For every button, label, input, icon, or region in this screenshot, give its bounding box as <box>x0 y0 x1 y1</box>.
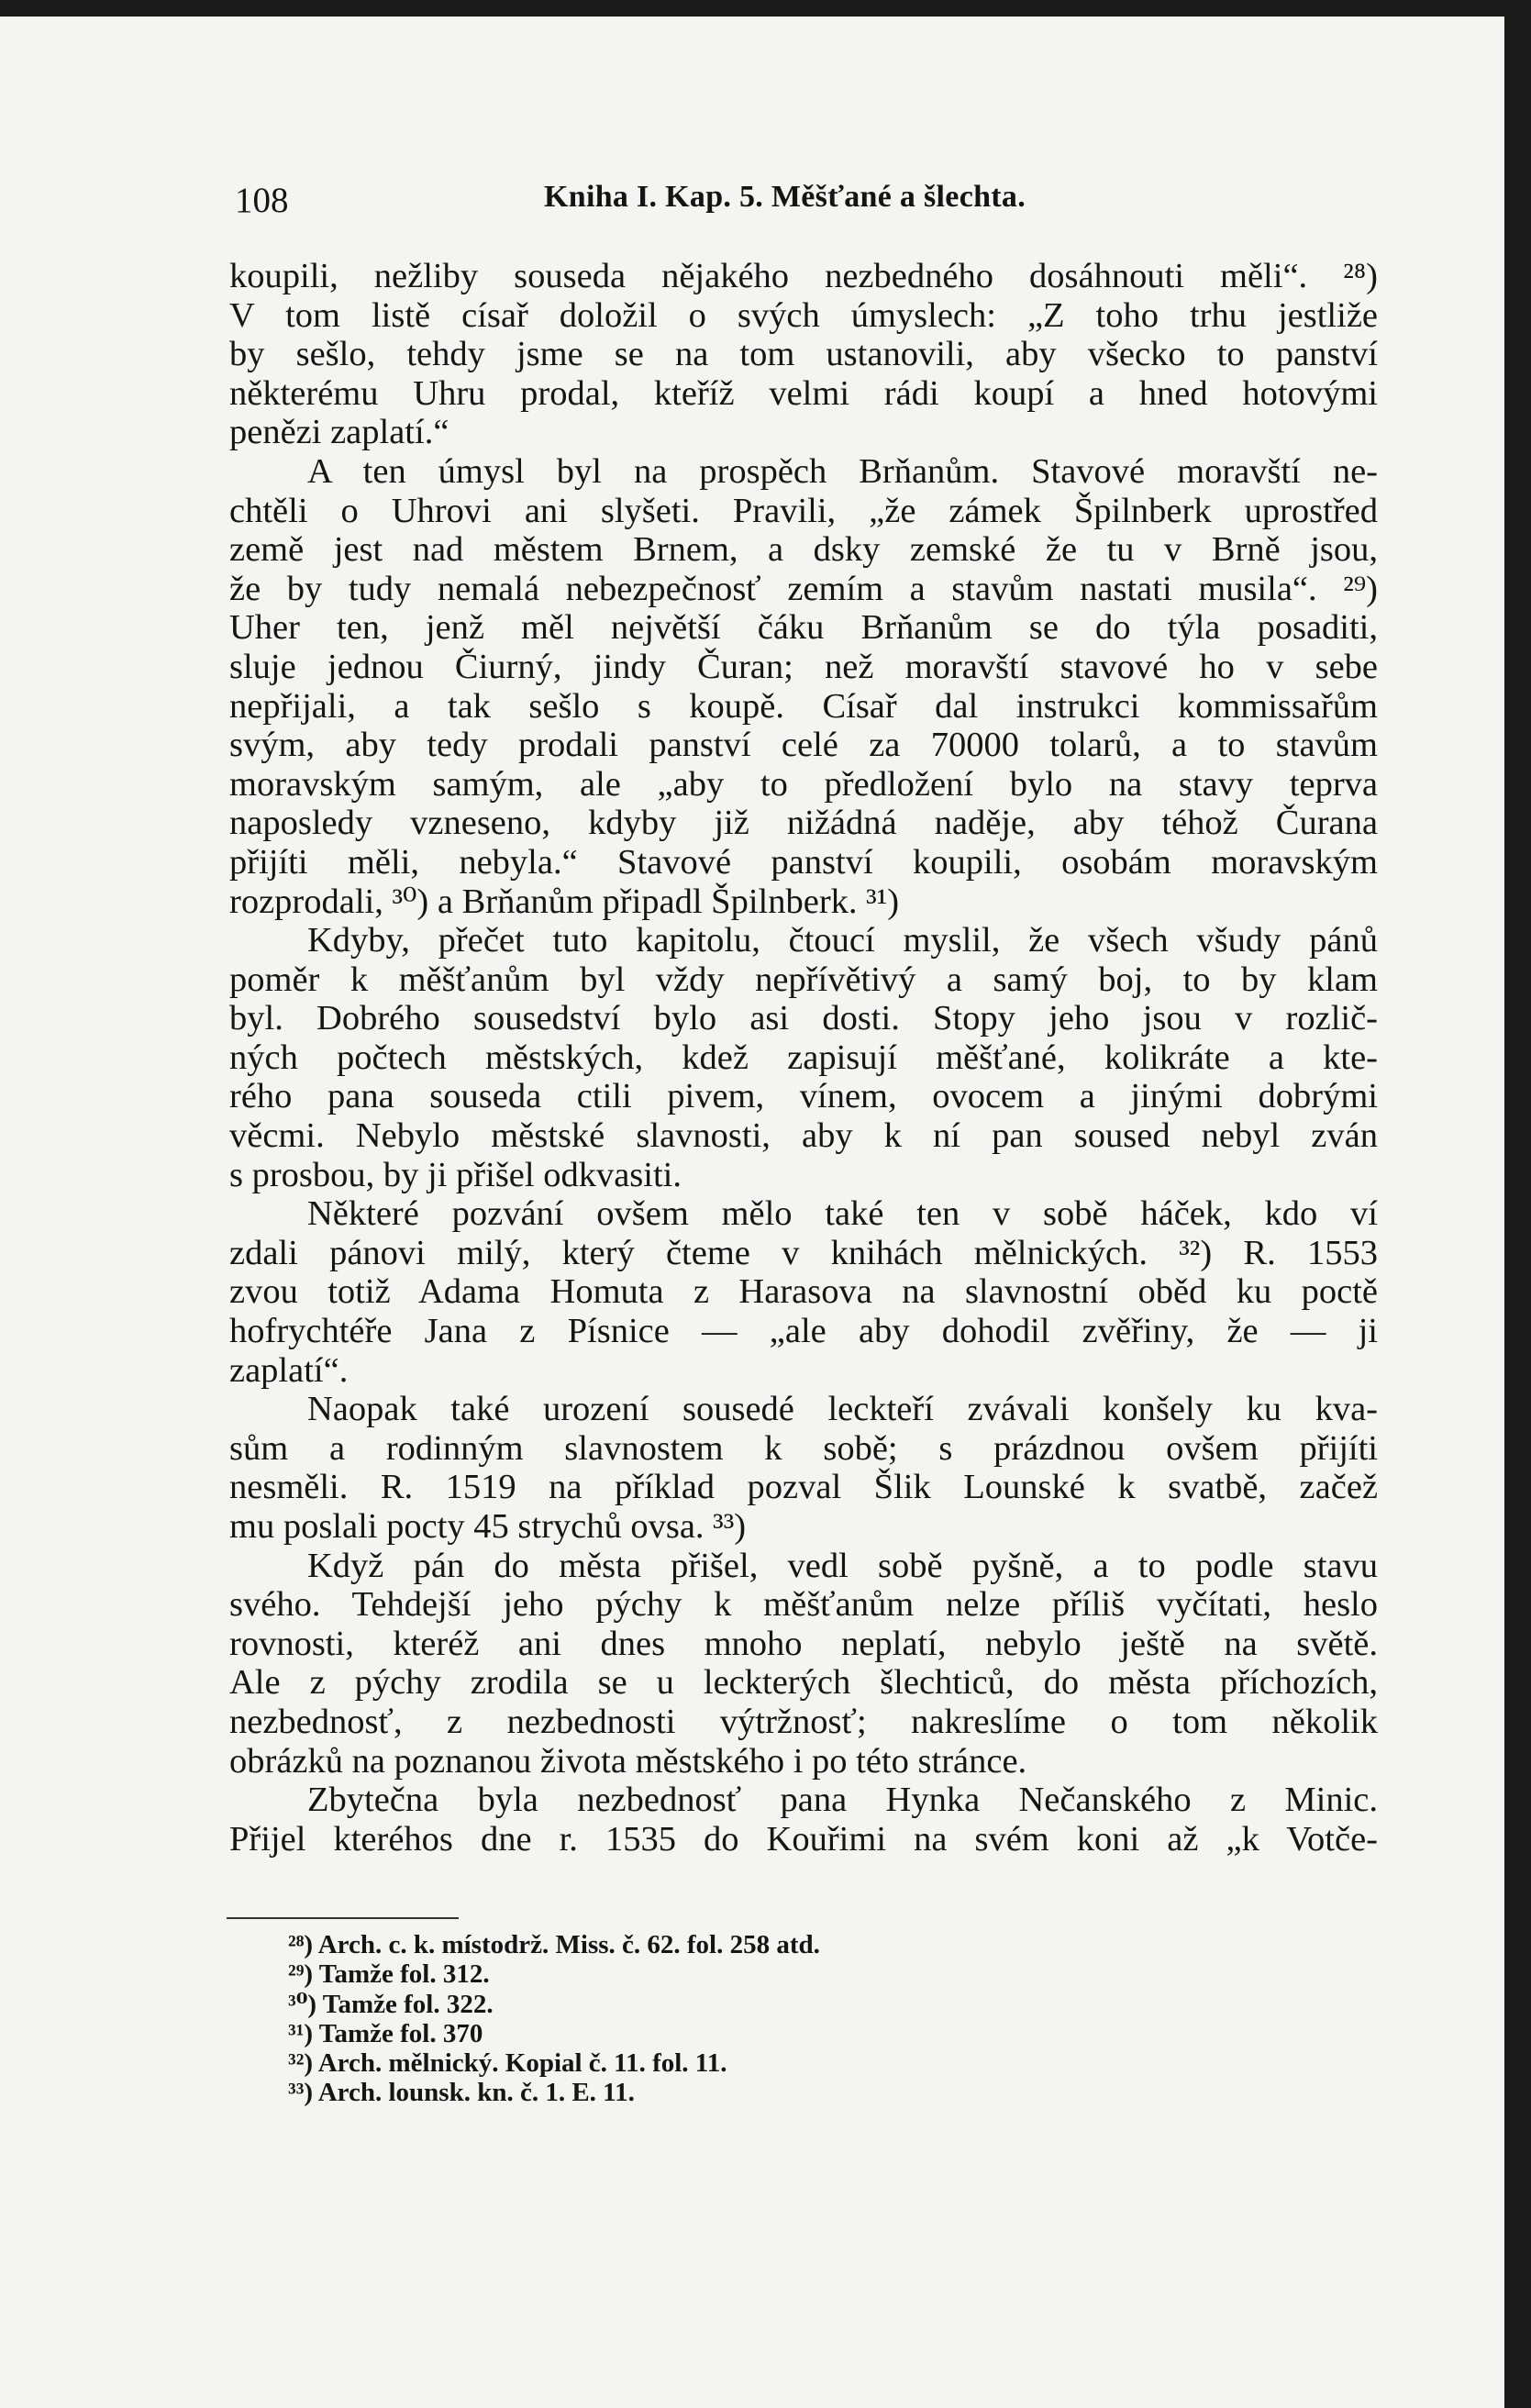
text-line: přijíti měli, nebyla.“ Stavové panství koupili, osobám moravským <box>229 842 1378 882</box>
footnotes <box>288 1930 1114 2108</box>
page-number: 108 <box>235 181 289 220</box>
text-line: Uher ten, jenž měl největší čáku Brňanům se do týla posaditi, <box>229 608 1378 648</box>
text-line: zaplatí“. <box>229 1350 349 1390</box>
text-line: byl. Dobrého sousedství bylo asi dosti. Stopy jeho jsou v rozlič- <box>229 999 1378 1038</box>
book-page <box>0 17 1504 2408</box>
text-line: penězi zaplatí.“ <box>229 413 449 452</box>
body-text <box>229 257 1378 1859</box>
text-line: že by tudy nemalá nebezpečnosť zemím a stavům nastati musila“. ²⁹) <box>229 569 1378 608</box>
text-line: Když pán do města přišel, vedl sobě pyšně, a to podle stavu <box>307 1546 1378 1585</box>
page-header <box>235 180 1378 224</box>
text-line: nezbednosť, z nezbednosti výtržnosť; nakreslíme o tom několik <box>229 1702 1378 1741</box>
text-line: Přijel kteréhos dne r. 1535 do Kouřimi na svém koni až „k Votče- <box>229 1819 1378 1859</box>
text-line: Ale z pýchy zrodila se u leckterých šlechticů, do města příchozích, <box>229 1663 1378 1703</box>
footnote: ²⁸) Arch. c. k. místodrž. Miss. č. 62. fol. 258 atd. <box>288 1930 820 1959</box>
text-line: V tom listě císař doložil o svých úmyslech: „Z toho trhu jestliže <box>229 295 1378 335</box>
text-line: sům a rodinným slavnostem k sobě; s prázdnou ovšem přijíti <box>229 1428 1378 1468</box>
text-line: ných počtech městských, kdež zapisují měšťané, kolikráte a kte- <box>229 1038 1378 1077</box>
text-line: Kdyby, přečet tuto kapitolu, čtoucí myslil, že všech všudy pánů <box>307 921 1378 960</box>
running-title: Kniha I. Kap. 5. Měšťané a šlechta. <box>544 180 1026 214</box>
text-line: sluje jednou Čiurný, jindy Čuran; než moravští stavové ho v sebe <box>229 647 1378 686</box>
footnote-divider <box>227 1917 459 1919</box>
text-line: Některé pozvání ovšem mělo také ten v sobě háček, kdo ví <box>307 1194 1378 1234</box>
text-line: naposledy vzneseno, kdyby již nižádná naděje, aby téhož Čurana <box>229 804 1378 843</box>
text-line: věcmi. Nebylo městské slavnosti, aby k ní pan soused nebyl zván <box>229 1116 1378 1156</box>
text-line: moravským samým, ale „aby to předložení bylo na stavy teprva <box>229 764 1378 804</box>
footnote: ³¹) Tamže fol. 370 <box>288 2018 483 2048</box>
text-line: země jest nad městem Brnem, a dsky zemské že tu v Brně jsou, <box>229 530 1378 570</box>
text-line: s prosbou, by ji přišel odkvasiti. <box>229 1155 682 1194</box>
text-line: by sešlo, tehdy jsme se na tom ustanovili, aby všecko to panství <box>229 335 1378 374</box>
text-line: chtěli o Uhrovi ani slyšeti. Pravili, „že zámek Špilnberk uprostřed <box>229 491 1378 530</box>
text-line: Zbytečna byla nezbednosť pana Hynka Nečanského z Minic. <box>307 1781 1378 1820</box>
text-line: hofrychtéře Jana z Písnice — „ale aby dohodil zvěřiny, že — ji <box>229 1312 1378 1351</box>
text-line: rého pana souseda ctili pivem, vínem, ovocem a jinými dobrými <box>229 1077 1378 1116</box>
footnote: ³²) Arch. mělnický. Kopial č. 11. fol. 11. <box>288 2048 727 2079</box>
text-line: A ten úmysl byl na prospěch Brňanům. Stavové moravští ne- <box>307 451 1378 491</box>
text-line: svým, aby tedy prodali panství celé za 70000 tolarů, a to stavům <box>229 726 1378 765</box>
footnote: ²⁹) Tamže fol. 312. <box>288 1959 490 1990</box>
footnote: ³³) Arch. lounsk. kn. č. 1. E. 11. <box>288 2078 635 2108</box>
text-line: svého. Tehdejší jeho pýchy k měšťanům nelze příliš vyčítati, heslo <box>229 1585 1378 1625</box>
text-line: některému Uhru prodal, kteříž velmi rádi koupí a hned hotovými <box>229 373 1378 413</box>
text-line: rozprodali, ³⁰) a Brňanům připadl Špilnberk. ³¹) <box>229 882 900 921</box>
footnote: ³⁰) Tamže fol. 322. <box>288 1989 494 2019</box>
text-line: Naopak také urození sousedé leckteří zvávali konšely ku kva- <box>307 1390 1378 1429</box>
text-line: obrázků na poznanou života městského i po této stránce. <box>229 1741 1027 1781</box>
text-line: poměr k měšťanům byl vždy nepřívětivý a samý boj, to by klam <box>229 960 1378 999</box>
text-line: zdali pánovi milý, který čteme v knihách mělnických. ³²) R. 1553 <box>229 1233 1378 1272</box>
text-line: rovnosti, kteréž ani dnes mnoho neplatí, nebylo ještě na světě. <box>229 1624 1378 1663</box>
text-line: nesměli. R. 1519 na příklad pozval Šlik Lounské k svatbě, začež <box>229 1468 1378 1507</box>
text-line: nepřijali, a tak sešlo s koupě. Císař dal instrukci kommissařům <box>229 686 1378 726</box>
text-line: koupili, nežliby souseda nějakého nezbedného dosáhnouti měli“. ²⁸) <box>229 257 1378 295</box>
text-line: mu poslali pocty 45 strychů ovsa. ³³) <box>229 1507 747 1546</box>
text-line: zvou totiž Adama Homuta z Harasova na slavnostní oběd ku poctě <box>229 1272 1378 1312</box>
